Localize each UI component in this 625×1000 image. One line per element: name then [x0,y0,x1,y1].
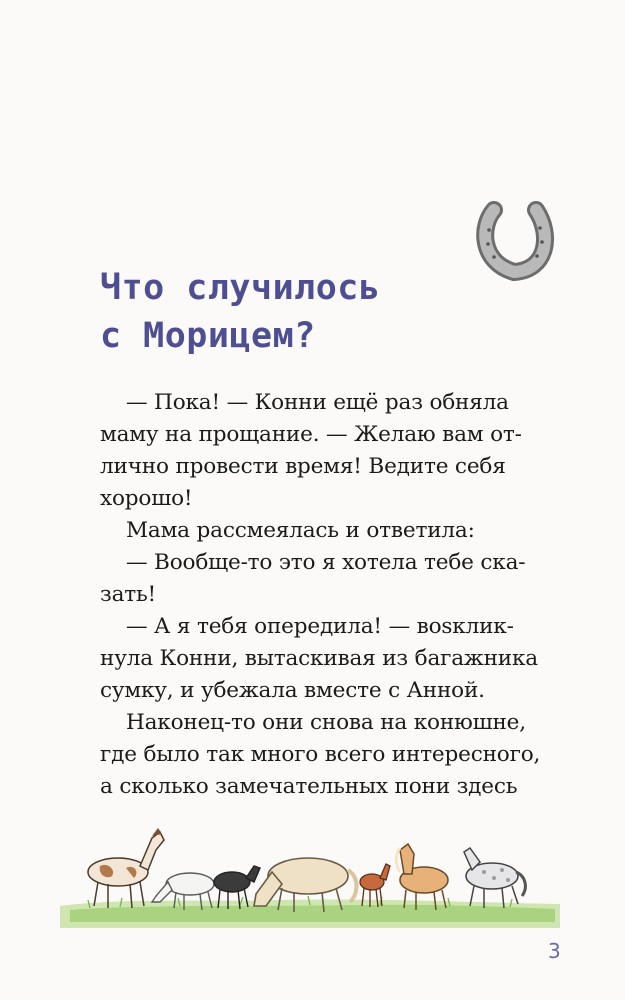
text-line: а сколько замечательных пони здесь [100,774,518,799]
text-line: — Пока! — Конни ещё раз обняла [126,390,509,415]
text-line: зать! [100,582,157,607]
text-line: где было так много всего интересного, [100,742,541,767]
text-line: Наконец-то они снова на конюшне, [126,710,526,735]
chapter-title-line: с Морицем? [100,316,316,356]
horses-illustration [60,810,560,928]
text-line: — Вообще-то это я хотела тебе ска- [126,550,526,575]
text-line: хорошо! [100,486,193,511]
text-line: сумку, и убежала вместе с Анной. [100,678,485,703]
chapter-title-line: Что случилось [100,268,381,308]
text-line: — А я тебя опередила! — воsклик- [126,614,514,639]
body-text [100,387,541,803]
text-line: нула Конни, вытаскивая из багажника [100,646,538,671]
text-line: лично провести время! Ведите себя [100,454,506,479]
chapter-title [100,264,540,360]
text-line: маму на прощание. — Желаю вам от- [100,422,522,447]
page-number: 3 [548,939,561,963]
text-line: Мама рассмеялась и ответила: [126,518,475,543]
